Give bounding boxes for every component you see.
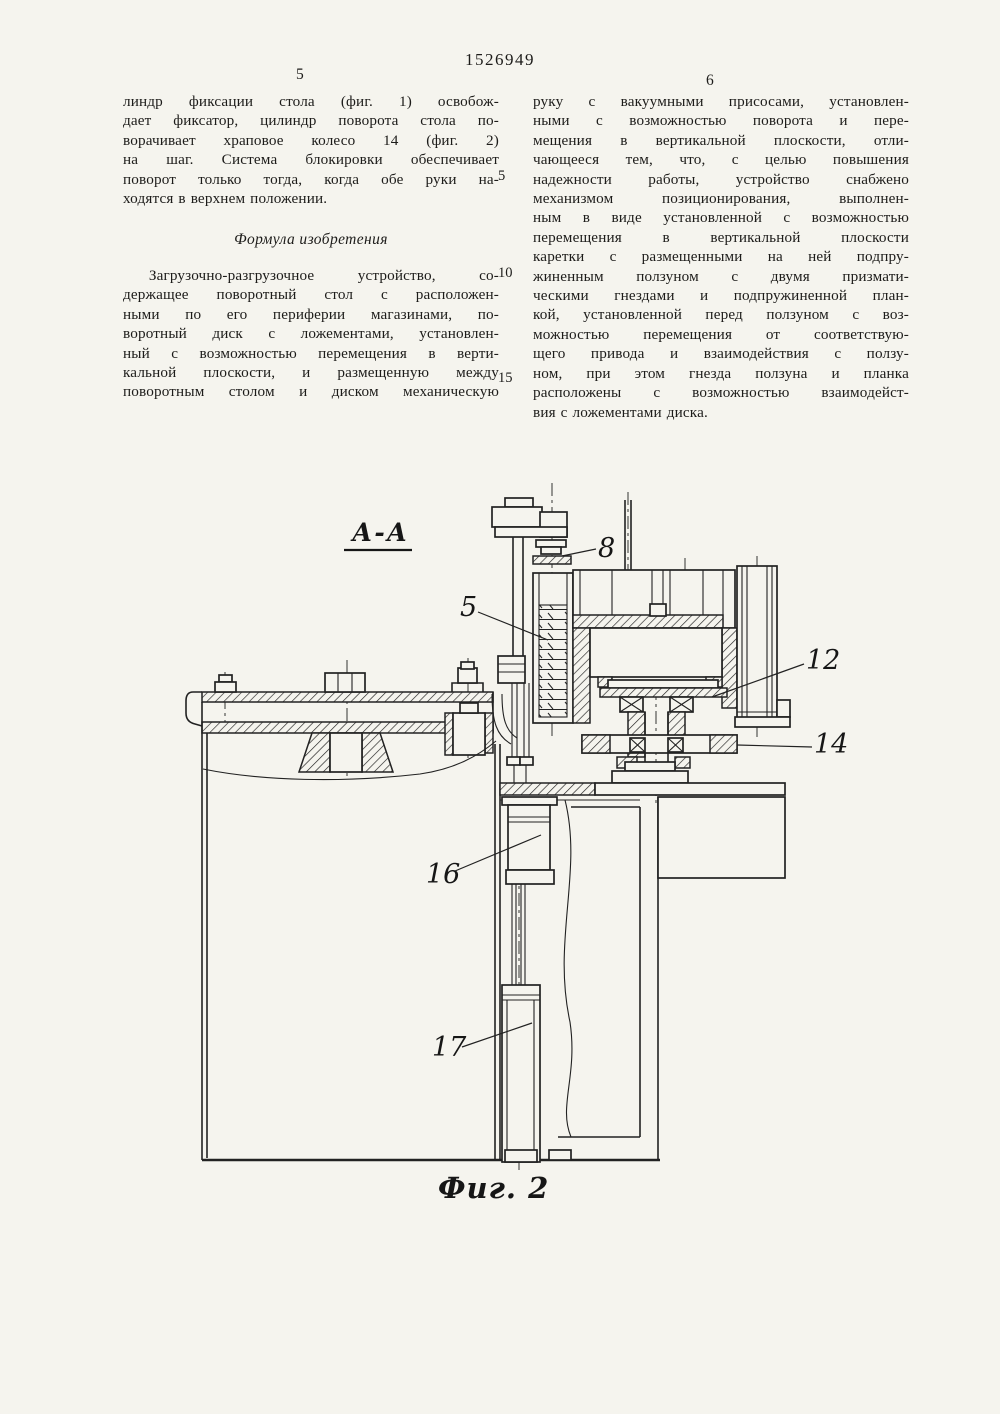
text-line: поворотным столом и диском механическую [123, 383, 499, 401]
bracket-part16 [508, 805, 550, 870]
text-line: кой, установленной перед ползуном с воз- [533, 306, 909, 324]
part-label-8: 8 [598, 533, 616, 564]
part-label-14: 14 [814, 729, 849, 760]
text-line: линдр фиксации стола (фиг. 1) освобож- [123, 93, 499, 110]
rail-foot [735, 717, 790, 727]
text-line: поворот только тогда, когда обе руки на- [123, 170, 499, 188]
text-line: воротный диск с ложементами, установлен- [123, 325, 499, 343]
text-line: каретки с размещенными на ней подпру- [533, 248, 909, 266]
comb-bolt-tab [650, 604, 666, 616]
carriage-comb-block [573, 570, 737, 723]
bracket-bolt [458, 668, 477, 683]
carriage-window [590, 628, 722, 677]
part-label-17: 17 [432, 1032, 467, 1063]
gutter-line-number-15: 15 [498, 370, 513, 386]
shaft-head-block [492, 507, 542, 527]
text-line: ным в виде установленной с возможностью [533, 209, 909, 227]
text-line: на шаг. Система блокировки обеспечивает [123, 151, 499, 169]
text-line: механизмом позиционирования, выполнен- [533, 190, 909, 208]
section-label: А-А [352, 518, 410, 547]
flange-bolt-small [219, 675, 232, 682]
gutter-line-number-5: 5 [498, 168, 506, 184]
spindle-assembly [582, 680, 737, 783]
hub-support-left [299, 733, 330, 772]
text-line: ном, при этом гнезда ползуна и планка [533, 364, 909, 382]
text-line: жиненным ползуном с двумя призмати- [533, 267, 909, 285]
stacked-workpieces [539, 605, 567, 717]
formula-heading: Формула изобретения [234, 231, 388, 248]
text-line: ходятся в верхнем положении. [123, 190, 328, 208]
spindle-pedestal [612, 771, 688, 783]
part-label-5: 5 [460, 592, 478, 623]
left-column-paragraph-1 [123, 92, 499, 208]
housing-break-line [564, 800, 572, 1137]
drive-box [658, 797, 785, 878]
guide-rails [735, 566, 790, 727]
left-column-claim-paragraph [123, 266, 499, 402]
bushing-part8 [536, 540, 566, 547]
clamp-block [498, 656, 525, 683]
shaft-cap [505, 498, 533, 507]
text-line: перемещения в вертикальной плоскости [533, 228, 909, 246]
patent-number: 1526949 [465, 50, 535, 69]
figure-2-drawing [0, 440, 1000, 1230]
text-line: ными по его периферии магазинами, по- [123, 305, 499, 323]
hub-support-right [362, 733, 393, 772]
figure-caption: Фиг. 2 [438, 1171, 550, 1205]
text-line: руку с вакуумными присосами, установлен- [533, 93, 909, 110]
text-line: Загрузочно-разгрузочное устройство, со- [148, 267, 499, 284]
gutter-line-number-10: 10 [498, 265, 513, 281]
text-line: чающееся тем, что, с целью повышения [533, 151, 909, 169]
bearing-upper-right [670, 697, 693, 712]
text-line: вия с ложементами диска. [533, 403, 708, 421]
text-line: надежности работы, устройство снабжено [533, 170, 909, 188]
text-line: ческими гнездами и подпружиненной план- [533, 287, 909, 305]
bearing-lower-right [668, 738, 683, 752]
text-line: дает фиксатор, цилиндр поворота стола по- [123, 112, 499, 130]
flange-bolt-large [325, 673, 365, 692]
base-plate [595, 783, 785, 795]
part-label-16: 16 [426, 859, 461, 890]
text-line: держащее поворотный стол с расположен- [123, 286, 499, 304]
base-plate-hatched [500, 783, 595, 795]
housing [558, 797, 785, 1160]
right-column-text [533, 92, 909, 422]
text-line: ворачивает храповое колесо 14 (фиг. 2) [123, 131, 499, 149]
hook-bracket [492, 694, 511, 744]
page-number-left: 5 [296, 66, 304, 83]
text-line: щего привода и взаимодействия с ползу- [533, 345, 909, 363]
text-line: мещения в вертикальной плоскости, отли- [533, 131, 909, 149]
hatched-wall-left [573, 628, 590, 723]
text-line: кальной плоскости, и размещенную между [123, 364, 499, 382]
bearing-upper-left [620, 697, 643, 712]
magazine-column-part5 [533, 573, 573, 723]
part-label-12: 12 [806, 645, 841, 676]
disc-plate [608, 680, 718, 688]
page-number-right: 6 [706, 72, 714, 89]
side-support-column [453, 713, 485, 755]
text-line: расположены с возможностью взаимодейст- [533, 384, 909, 402]
text-line: можностью перемещения от соответствую- [533, 325, 909, 343]
text-line: ными с возможностью поворота и пере- [533, 112, 909, 130]
bearing-lower-left [630, 738, 645, 752]
text-line: ный с возможностью перемещения в верти- [123, 344, 499, 362]
